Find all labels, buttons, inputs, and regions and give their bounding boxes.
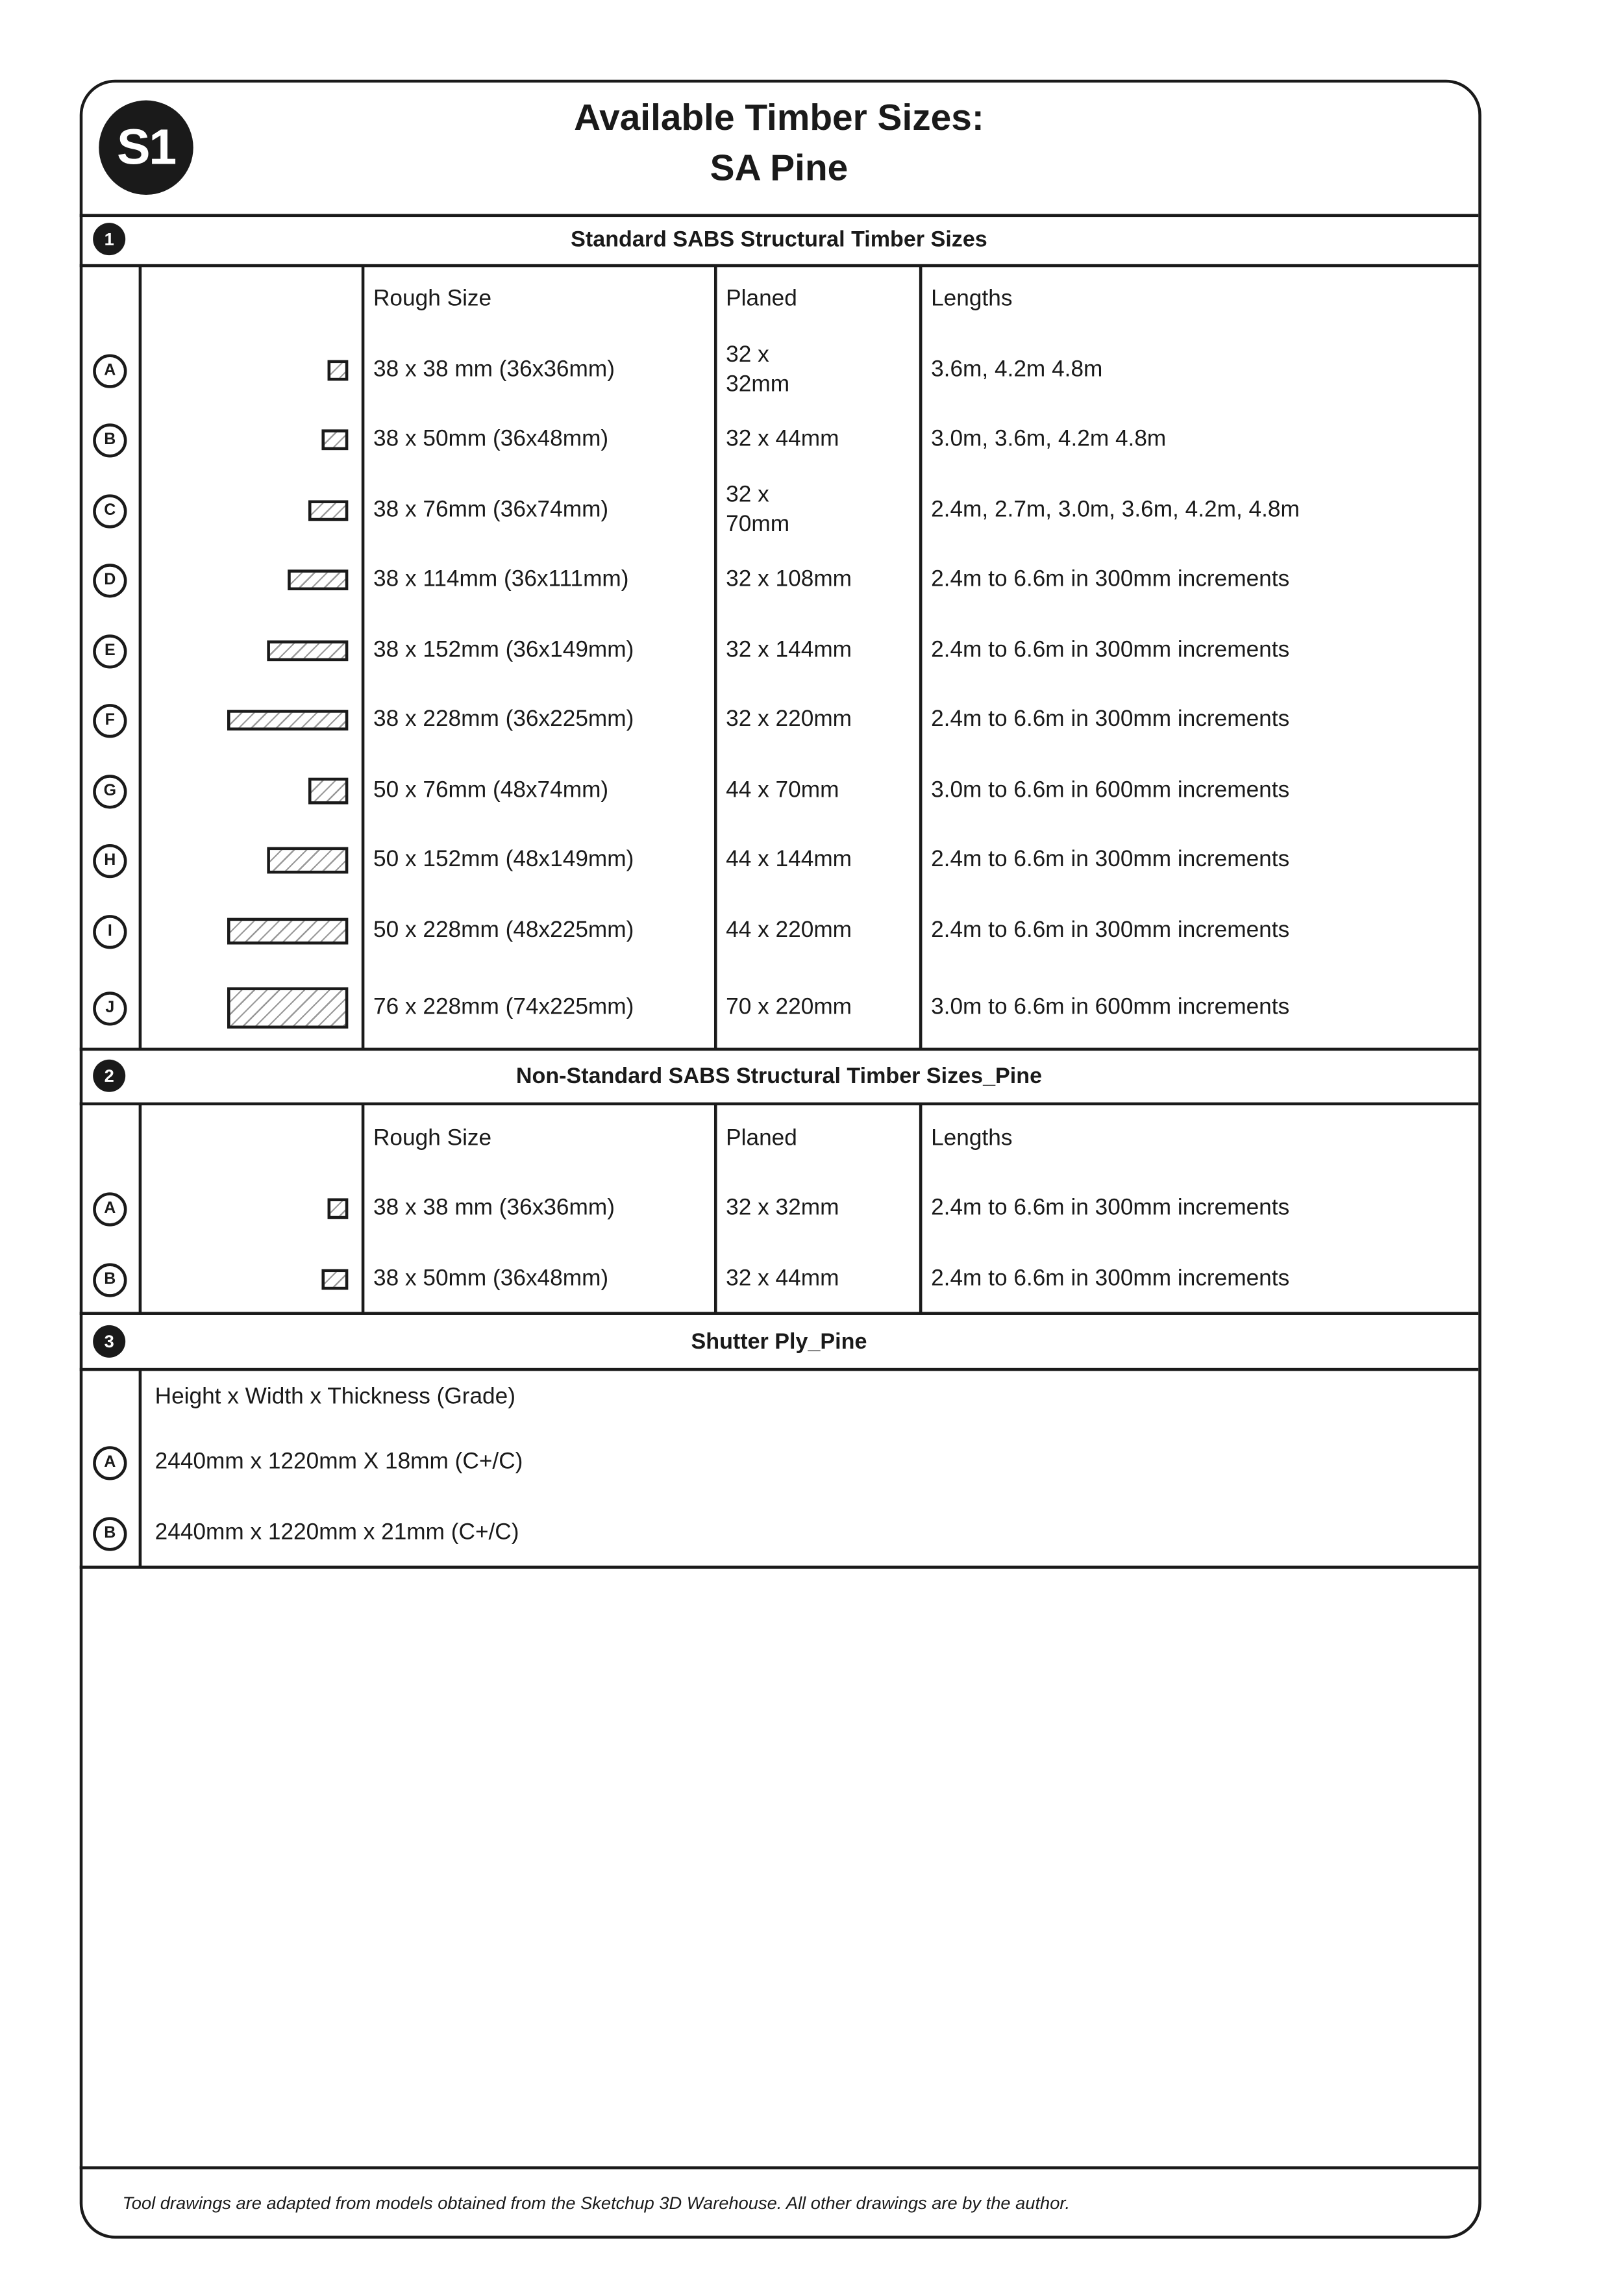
section-title: Shutter Ply_Pine: [691, 1329, 867, 1355]
column-divider: [362, 1104, 365, 1314]
planed-size: 32 x 44mm: [726, 1266, 839, 1292]
rough-size: 50 x 76mm (48x74mm): [373, 777, 609, 803]
planed-size: 32 x 44mm: [726, 426, 839, 452]
lengths: 2.4m to 6.6m in 300mm increments: [931, 917, 1290, 943]
planed-size: 32 x 108mm: [726, 566, 852, 592]
divider: [80, 1048, 1479, 1051]
timber-section-drawing: [328, 1199, 348, 1219]
lengths: 2.4m, 2.7m, 3.0m, 3.6m, 4.2m, 4.8m: [931, 497, 1300, 523]
column-header-lengths: Lengths: [931, 286, 1013, 312]
column-divider: [362, 266, 365, 1049]
timber-section-drawing: [308, 501, 348, 521]
lengths: 2.4m to 6.6m in 300mm increments: [931, 847, 1290, 873]
page-title: Available Timber Sizes:: [574, 97, 984, 139]
planed-size: 70 x 220mm: [726, 994, 852, 1020]
divider: [80, 1566, 1479, 1569]
divider: [80, 1103, 1479, 1106]
column-header-rough: Rough Size: [373, 286, 492, 312]
rough-size: 38 x 50mm (36x48mm): [373, 426, 609, 452]
rough-size: 38 x 38 mm (36x36mm): [373, 356, 615, 382]
rough-size: 38 x 76mm (36x74mm): [373, 497, 609, 523]
divider: [80, 1368, 1479, 1371]
divider: [80, 214, 1479, 218]
row-letter-badge: J: [93, 992, 127, 1025]
rough-size: 38 x 228mm (36x225mm): [373, 706, 634, 732]
page-frame: [80, 80, 1481, 2239]
planed-size: 32 x 32mm: [726, 342, 790, 397]
row-letter-badge: H: [93, 844, 127, 878]
timber-section-drawing: [321, 430, 348, 450]
column-header-planed: Planed: [726, 286, 797, 312]
timber-section-drawing: [308, 778, 348, 805]
footer-note: Tool drawings are adapted from models obtained from the Sketchup 3D Warehouse. All other drawings are by the author.: [122, 2193, 1071, 2214]
divider: [80, 264, 1479, 268]
lengths: 2.4m to 6.6m in 300mm increments: [931, 1195, 1290, 1221]
column-divider: [139, 266, 142, 1049]
row-letter-badge: C: [93, 494, 127, 528]
sheet-badge: S1: [99, 101, 193, 195]
row-letter-badge: F: [93, 704, 127, 738]
planed-size: 32 x 70mm: [726, 482, 790, 538]
planed-size: 44 x 220mm: [726, 917, 852, 943]
ply-size: 2440mm x 1220mm x 21mm (C+/C): [155, 1519, 519, 1545]
ply-size: 2440mm x 1220mm X 18mm (C+/C): [155, 1449, 523, 1475]
column-header-planed: Planed: [726, 1126, 797, 1151]
column-header-lengths: Lengths: [931, 1126, 1013, 1151]
column-divider: [139, 1104, 142, 1314]
column-header-ply: Height x Width x Thickness (Grade): [155, 1384, 515, 1410]
lengths: 3.6m, 4.2m 4.8m: [931, 356, 1103, 382]
section-number: 2: [93, 1060, 125, 1092]
column-divider: [139, 1369, 142, 1567]
lengths: 2.4m to 6.6m in 300mm increments: [931, 637, 1290, 663]
rough-size: 76 x 228mm (74x225mm): [373, 994, 634, 1020]
row-letter-badge: I: [93, 915, 127, 949]
row-letter-badge: B: [93, 423, 127, 457]
lengths: 3.0m to 6.6m in 600mm increments: [931, 777, 1290, 803]
column-divider: [714, 266, 717, 1049]
row-letter-badge: D: [93, 564, 127, 597]
row-letter-badge: G: [93, 775, 127, 808]
timber-section-drawing: [227, 918, 349, 945]
column-header-rough: Rough Size: [373, 1126, 492, 1151]
planed-size: 44 x 70mm: [726, 777, 839, 803]
rough-size: 38 x 152mm (36x149mm): [373, 637, 634, 663]
row-letter-badge: A: [93, 1192, 127, 1226]
rough-size: 38 x 50mm (36x48mm): [373, 1266, 609, 1292]
page-subtitle: SA Pine: [710, 147, 849, 189]
lengths: 2.4m to 6.6m in 300mm increments: [931, 566, 1290, 592]
planed-size: 32 x 32mm: [726, 1195, 839, 1221]
lengths: 2.4m to 6.6m in 300mm increments: [931, 706, 1290, 732]
section-number: 1: [93, 223, 125, 255]
row-letter-badge: A: [93, 1446, 127, 1480]
divider: [80, 1312, 1479, 1315]
column-divider: [714, 1104, 717, 1314]
section-title: Non-Standard SABS Structural Timber Sizes_Pine: [515, 1064, 1043, 1090]
column-divider: [919, 1104, 923, 1314]
row-letter-badge: A: [93, 354, 127, 388]
planed-size: 32 x 144mm: [726, 637, 852, 663]
row-letter-badge: B: [93, 1517, 127, 1551]
lengths: 3.0m, 3.6m, 4.2m 4.8m: [931, 426, 1167, 452]
timber-section-drawing: [288, 570, 348, 590]
timber-section-drawing: [321, 1269, 348, 1290]
lengths: 2.4m to 6.6m in 300mm increments: [931, 1266, 1290, 1292]
rough-size: 38 x 114mm (36x111mm): [373, 566, 629, 592]
column-divider: [919, 266, 923, 1049]
planed-size: 44 x 144mm: [726, 847, 852, 873]
row-letter-badge: E: [93, 634, 127, 668]
timber-section-drawing: [328, 360, 348, 381]
row-letter-badge: B: [93, 1263, 127, 1297]
rough-size: 50 x 228mm (48x225mm): [373, 917, 634, 943]
timber-section-drawing: [227, 710, 349, 730]
lengths: 3.0m to 6.6m in 600mm increments: [931, 994, 1290, 1020]
rough-size: 50 x 152mm (48x149mm): [373, 847, 634, 873]
section-number: 3: [93, 1325, 125, 1358]
rough-size: 38 x 38 mm (36x36mm): [373, 1195, 615, 1221]
timber-section-drawing: [267, 847, 348, 874]
timber-section-drawing: [267, 641, 348, 661]
section-title: Standard SABS Structural Timber Sizes: [571, 227, 987, 253]
divider: [80, 2166, 1479, 2169]
planed-size: 32 x 220mm: [726, 706, 852, 732]
timber-section-drawing: [227, 988, 349, 1028]
